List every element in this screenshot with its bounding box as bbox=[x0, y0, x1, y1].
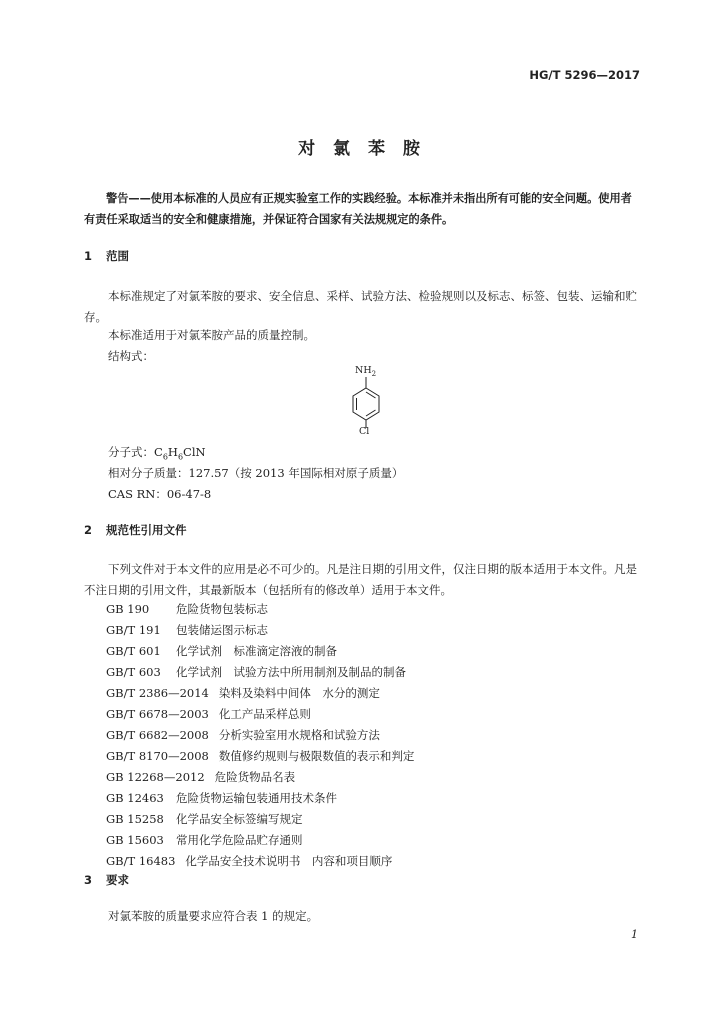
scope-applicability: 本标准适用于对氯苯胺产品的质量控制。 bbox=[108, 328, 315, 342]
section-1-heading bbox=[84, 248, 129, 264]
formula-h-count: 6 bbox=[177, 452, 184, 462]
reference-title: 危险货物运输包装通用技术条件 bbox=[176, 791, 337, 805]
section-title: 要求 bbox=[106, 873, 129, 887]
reference-code: GB/T 191 bbox=[106, 623, 161, 637]
formula-c-count: 6 bbox=[162, 452, 168, 462]
formula-rest: ClN bbox=[183, 445, 206, 459]
section-number: 1 bbox=[84, 249, 93, 263]
reference-title: 包装储运图示标志 bbox=[176, 623, 268, 637]
reference-item bbox=[106, 622, 268, 638]
reference-code: GB 15258 bbox=[106, 812, 164, 826]
reference-title: 染料及染料中间体 水分的测定 bbox=[218, 686, 380, 700]
reference-code: GB/T 2386—2014 bbox=[106, 686, 209, 700]
reference-item bbox=[106, 601, 268, 617]
reference-item bbox=[106, 643, 337, 659]
section-3-heading bbox=[84, 872, 129, 888]
reference-title: 危险货物品名表 bbox=[214, 770, 296, 784]
reference-item bbox=[106, 853, 392, 869]
reference-title: 化学试剂 标准滴定溶液的制备 bbox=[176, 644, 337, 658]
scope-paragraph: 本标准规定了对氯苯胺的要求、安全信息、采样、试验方法、检验规则以及标志、标签、包装、运输和贮存。 bbox=[84, 289, 637, 324]
reference-code: GB/T 603 bbox=[106, 665, 161, 679]
reference-code: GB/T 6678—2003 bbox=[106, 707, 209, 721]
cas-number: CAS RN：06-47-8 bbox=[108, 487, 212, 501]
document-title: 对 氯 苯 胺 bbox=[298, 139, 426, 159]
requirements-paragraph: 对氯苯胺的质量要求应符合表 1 的规定。 bbox=[108, 909, 319, 923]
reference-item bbox=[106, 727, 380, 743]
reference-item bbox=[106, 769, 295, 785]
warning-paragraph: 警告——使用本标准的人员应有正规实验室工作的实践经验。本标准并未指出所有可能的安全问题。使用者有责任采取适当的安全和健康措施，并保证符合国家有关法规规定的条件。 bbox=[84, 192, 632, 226]
reference-title: 分析实验室用水规格和试验方法 bbox=[218, 728, 380, 742]
reference-item bbox=[106, 685, 380, 701]
reference-title: 危险货物包装标志 bbox=[176, 602, 268, 616]
reference-code: GB 190 bbox=[106, 602, 150, 616]
page-number: 1 bbox=[631, 928, 638, 941]
reference-item bbox=[106, 748, 414, 764]
reference-code: GB 12463 bbox=[106, 791, 164, 805]
reference-title: 化学品安全标签编写规定 bbox=[176, 812, 303, 826]
reference-item bbox=[106, 811, 303, 827]
reference-title: 化学试剂 试验方法中所用制剂及制品的制备 bbox=[176, 665, 406, 679]
molecular-mass: 相对分子质量：127.57（按 2013 年国际相对原子质量） bbox=[108, 466, 404, 480]
reference-item bbox=[106, 664, 406, 680]
formula-label: 分子式： bbox=[108, 445, 154, 459]
section-2-heading bbox=[84, 522, 187, 538]
reference-item bbox=[106, 832, 303, 848]
section-title: 范围 bbox=[106, 249, 129, 263]
reference-title: 常用化学危险品贮存通则 bbox=[176, 833, 303, 847]
structure-label: 结构式： bbox=[108, 349, 154, 363]
reference-code: GB/T 8170—2008 bbox=[106, 749, 209, 763]
standard-code: HG/T 5296—2017 bbox=[529, 68, 640, 82]
reference-code: GB 15603 bbox=[106, 833, 164, 847]
reference-title: 数值修约规则与极限数值的表示和判定 bbox=[218, 749, 415, 763]
molecular-formula bbox=[108, 444, 206, 461]
reference-item bbox=[106, 706, 311, 722]
reference-code: GB/T 6682—2008 bbox=[106, 728, 209, 742]
section-title: 规范性引用文件 bbox=[106, 523, 187, 537]
section-number: 2 bbox=[84, 523, 93, 537]
structure-chloro-label: Cl bbox=[359, 426, 370, 437]
section-number: 3 bbox=[84, 873, 93, 887]
reference-code: GB 12268—2012 bbox=[106, 770, 205, 784]
references-intro: 下列文件对于本文件的应用是必不可少的。凡是注日期的引用文件，仅注日期的版本适用于本文件。凡是不注日期的引用文件，其最新版本（包括所有的修改单）适用于本文件。 bbox=[84, 562, 637, 597]
reference-title: 化工产品采样总则 bbox=[218, 707, 311, 721]
reference-code: GB/T 16483 bbox=[106, 854, 176, 868]
reference-title: 化学品安全技术说明书 内容和项目顺序 bbox=[185, 854, 393, 868]
formula-c: C bbox=[154, 445, 163, 459]
reference-code: GB/T 601 bbox=[106, 644, 161, 658]
formula-h: H bbox=[167, 445, 178, 459]
reference-item bbox=[106, 790, 337, 806]
structure-amino-label: $NH_2$ bbox=[355, 365, 377, 378]
